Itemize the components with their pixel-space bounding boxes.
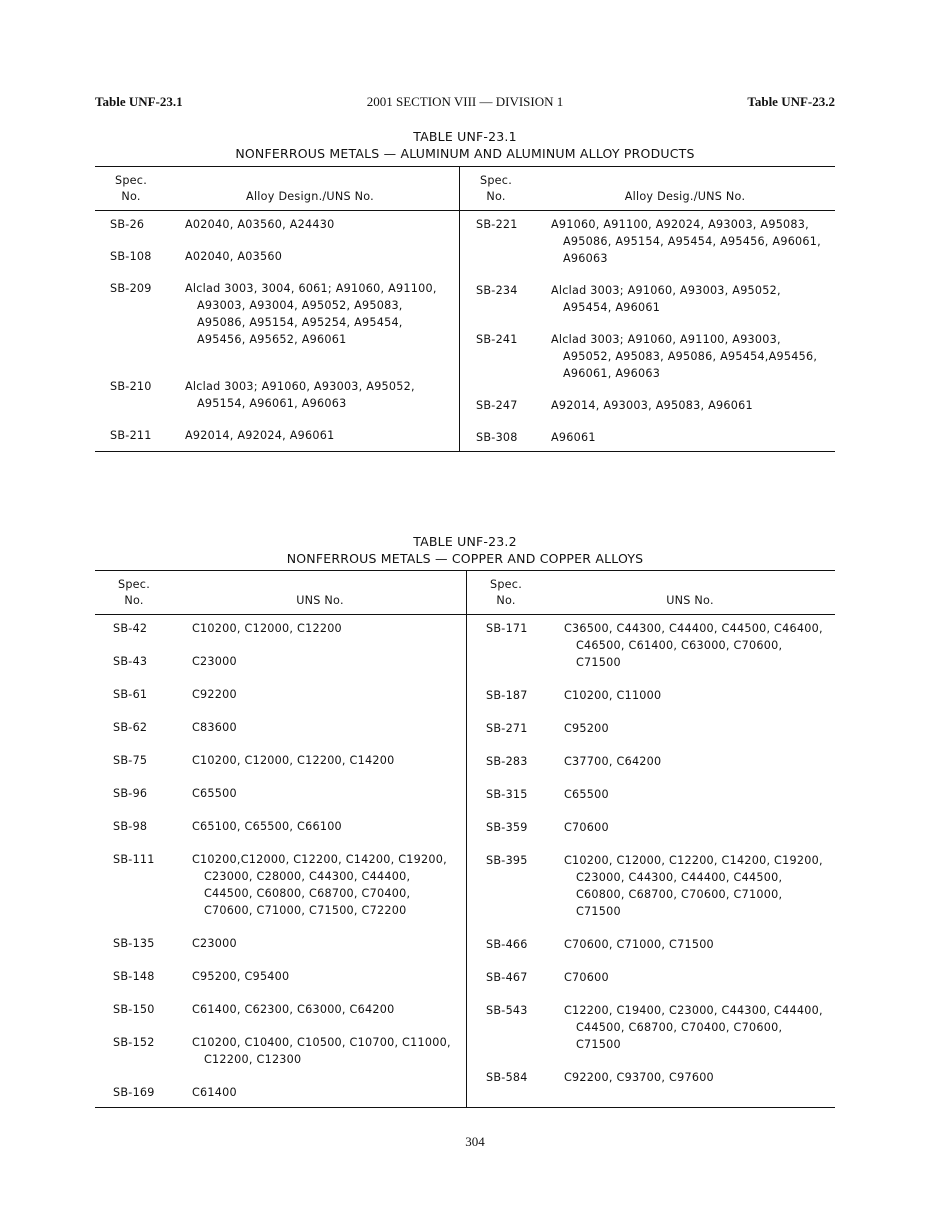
table2-right-value-header: UNS No. [666,594,714,607]
table2-header-rule [95,614,835,615]
table-row [476,331,826,382]
table-row [110,378,450,412]
table-row [113,935,458,952]
table-row [113,1001,458,1018]
spec-number-cell: SB-42 [113,622,148,635]
table-row [113,785,458,802]
designation-cell: C70600 [564,821,609,834]
table-row [113,620,458,637]
table1-subtitle: NONFERROUS METALS — ALUMINUM AND ALUMINUM ALLOY PRODUCTS [235,146,695,161]
designation-cell: A02040, A03560 [185,250,283,263]
designation-cell: C83600 [192,721,237,734]
designation-cell: C65500 [564,788,609,801]
table1-right-rows [476,216,826,446]
header-left-label: Table UNF-23.1 [95,94,183,109]
table2-left-rows [113,620,458,1101]
table-row [486,687,826,704]
spec-number-cell: SB-169 [113,1086,155,1099]
table1-column-divider [459,166,460,452]
table1-right-spec-header: Spec. No. [479,174,513,203]
table1-header-rule [95,210,835,211]
table1-top-rule [95,166,835,167]
table-row [476,397,826,414]
table-row [486,753,826,770]
page-number: 304 [465,1134,485,1149]
table-row [113,851,458,919]
spec-number-cell: SB-43 [113,655,148,668]
designation-cell: C23000 [192,937,237,950]
table-row [113,686,458,703]
table2-left-value-header: UNS No. [296,594,344,607]
designation-cell: C10200, C10400, C10500, C10700, C11000, C12200, C12300 [192,1036,451,1066]
table1-bottom-rule [95,451,835,452]
table-row [110,280,450,348]
spec-number-cell: SB-247 [476,399,518,412]
table1-title: TABLE UNF-23.1 [413,129,517,144]
spec-number-cell: SB-308 [476,431,518,444]
table-row [486,969,826,986]
spec-number-cell: SB-152 [113,1036,155,1049]
table1-right-value-header: Alloy Desig./UNS No. [624,190,746,203]
designation-cell: C95200 [564,722,609,735]
spec-number-cell: SB-108 [110,250,152,263]
spec-number-cell: SB-221 [476,218,518,231]
designation-cell: Alclad 3003; A91060, A91100, A93003, A95052, A95083, A95086, A95454,A95456, A96061, A96063 [551,333,818,380]
designation-cell: C70600, C71000, C71500 [564,938,714,951]
spec-number-cell: SB-466 [486,938,528,951]
table-row [476,216,826,267]
designation-cell: Alclad 3003, 3004, 6061; A91060, A91100, A93003, A93004, A95052, A95083, A95086, A95154, A95254, A95454, A95456, A95652, A96061 [185,282,437,346]
table-row [113,752,458,769]
table2-title: TABLE UNF-23.2 [413,534,517,549]
spec-number-cell: SB-209 [110,282,152,295]
table1-left-value-header: Alloy Design./UNS No. [246,190,374,203]
designation-cell: Alclad 3003; A91060, A93003, A95052, A95454, A96061 [551,284,781,314]
spec-number-cell: SB-241 [476,333,518,346]
spec-number-cell: SB-584 [486,1071,528,1084]
designation-cell: C36500, C44300, C44400, C44500, C46400, C46500, C61400, C63000, C70600, C71500 [564,622,823,669]
table2 [95,570,835,1110]
table1-left-spec-header: Spec. No. [114,174,148,203]
spec-number-cell: SB-283 [486,755,528,768]
designation-cell: C70600 [564,971,609,984]
designation-cell: A92014, A92024, A96061 [185,429,335,442]
running-header [95,94,835,112]
designation-cell: A96061 [551,431,596,444]
table2-title-block [95,533,835,567]
spec-number-cell: SB-62 [113,721,148,734]
table-row [486,819,826,836]
designation-cell: C92200, C93700, C97600 [564,1071,714,1084]
table-row [113,968,458,985]
table-row [486,720,826,737]
designation-cell: A02040, A03560, A24430 [185,218,335,231]
table-row [476,429,826,446]
spec-number-cell: SB-135 [113,937,155,950]
spec-number-cell: SB-61 [113,688,148,701]
header-right-label: Table UNF-23.2 [747,94,835,109]
table1-left-rows [110,216,450,444]
table2-right-spec-header: Spec. No. [489,578,523,607]
spec-number-cell: SB-96 [113,787,148,800]
designation-cell: C12200, C19400, C23000, C44300, C44400, C44500, C68700, C70400, C70600, C71500 [564,1004,823,1051]
designation-cell: C23000 [192,655,237,668]
spec-number-cell: SB-467 [486,971,528,984]
designation-cell: C10200, C12000, C12200, C14200, C19200, C23000, C44300, C44400, C44500, C60800, C68700, C70600, C71000, C71500 [564,854,823,918]
table-row [113,1034,458,1068]
spec-number-cell: SB-171 [486,622,528,635]
table-row [486,1002,826,1053]
spec-number-cell: SB-359 [486,821,528,834]
table2-left-spec-header: Spec. No. [117,578,151,607]
spec-number-cell: SB-148 [113,970,155,983]
spec-number-cell: SB-187 [486,689,528,702]
table2-top-rule [95,570,835,571]
table-row [113,1084,458,1101]
spec-number-cell: SB-271 [486,722,528,735]
table2-right-rows [486,620,826,1086]
table-row [476,282,826,316]
spec-number-cell: SB-211 [110,429,152,442]
spec-number-cell: SB-98 [113,820,148,833]
header-center-label: 2001 SECTION VIII — DIVISION 1 [366,94,564,109]
table2-subtitle: NONFERROUS METALS — COPPER AND COPPER ALLOYS [286,551,644,566]
designation-cell: Alclad 3003; A91060, A93003, A95052, A95154, A96061, A96063 [185,380,415,410]
table-row [113,719,458,736]
designation-cell: C92200 [192,688,237,701]
table-row [110,427,450,444]
table-row [486,786,826,803]
spec-number-cell: SB-26 [110,218,145,231]
table2-bottom-rule [95,1107,835,1108]
table-row [113,818,458,835]
table1 [95,166,835,454]
table-row [486,936,826,953]
spec-number-cell: SB-395 [486,854,528,867]
table-row [110,216,450,233]
spec-number-cell: SB-210 [110,380,152,393]
designation-cell: C61400, C62300, C63000, C64200 [192,1003,395,1016]
designation-cell: C10200, C12000, C12200 [192,622,342,635]
table-row [110,248,450,265]
designation-cell: C10200, C11000 [564,689,662,702]
table-row [486,620,826,671]
designation-cell: C65100, C65500, C66100 [192,820,342,833]
spec-number-cell: SB-543 [486,1004,528,1017]
spec-number-cell: SB-315 [486,788,528,801]
designation-cell: C10200, C12000, C12200, C14200 [192,754,395,767]
spec-number-cell: SB-150 [113,1003,155,1016]
designation-cell: C37700, C64200 [564,755,662,768]
table2-column-divider [466,570,467,1108]
table-row [486,1069,826,1086]
designation-cell: C65500 [192,787,237,800]
designation-cell: A91060, A91100, A92024, A93003, A95083, A95086, A95154, A95454, A95456, A96061, A96063 [551,218,821,265]
table-row [486,852,826,920]
table-row [113,653,458,670]
spec-number-cell: SB-234 [476,284,518,297]
designation-cell: C61400 [192,1086,237,1099]
designation-cell: C10200,C12000, C12200, C14200, C19200, C23000, C28000, C44300, C44400, C44500, C60800, C68700, C70400, C70600, C71000, C71500, C72200 [192,853,447,917]
designation-cell: A92014, A93003, A95083, A96061 [551,399,753,412]
table1-title-block [95,128,835,162]
spec-number-cell: SB-111 [113,853,155,866]
spec-number-cell: SB-75 [113,754,148,767]
designation-cell: C95200, C95400 [192,970,290,983]
